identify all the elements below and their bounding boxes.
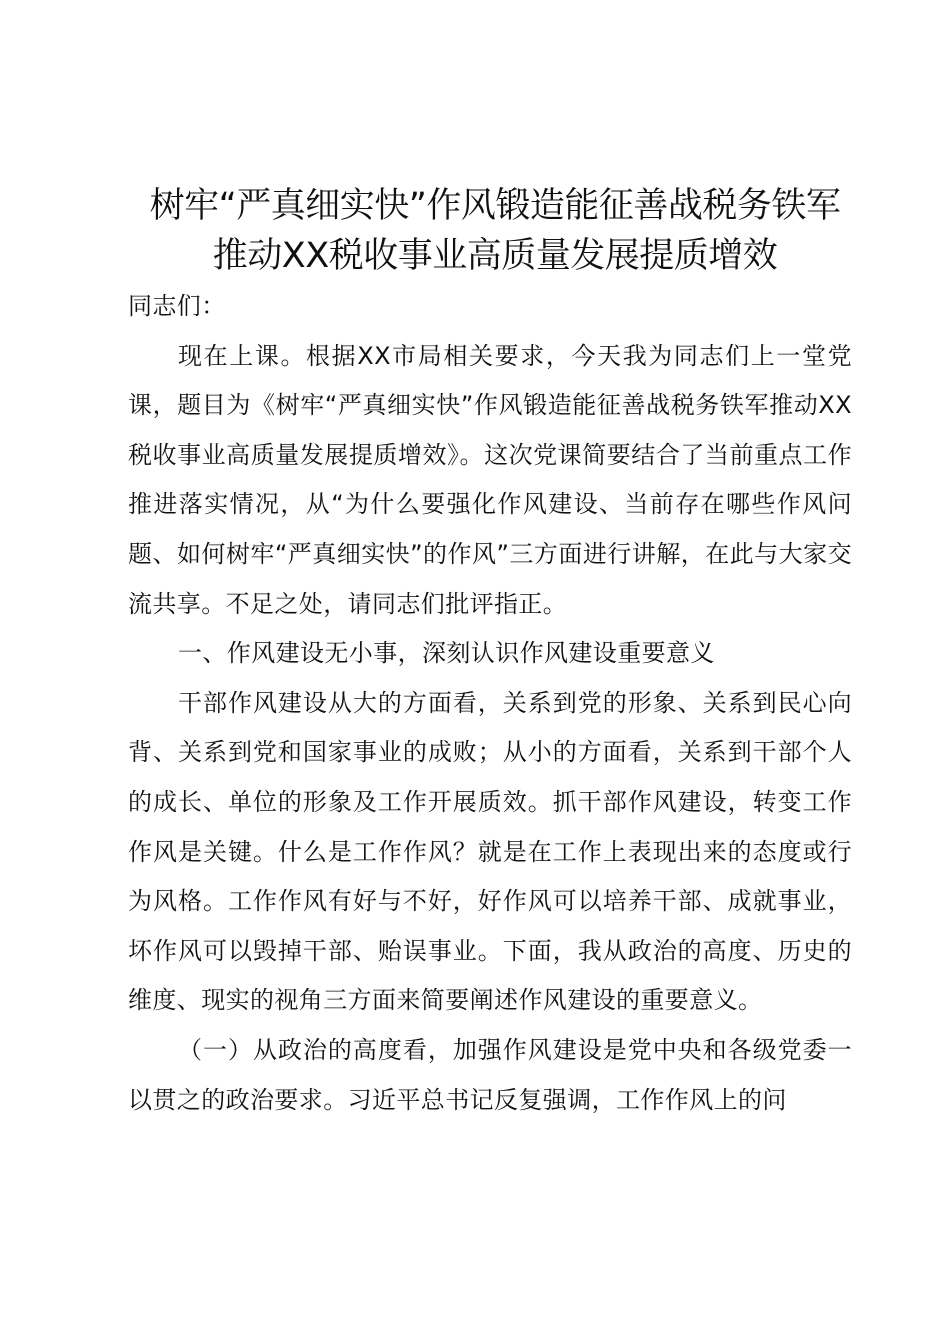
paragraph-significance: 干部作风建设从大的方面看，关系到党的形象、关系到民心向背、关系到党和国家事业的成败；从小的方面看，关系到干部个人的成长、单位的形象及工作开展质效。抓干部作风建设，转变工作作风是关键。什么是工作作风？就是在工作上表现出来的态度或行为风格。工作作风有好与不好，好作风可以培养干部、成就事业，坏作风可以毁掉干部、贻误事业。下面，我从政治的高度、历史的维度、现实的视角三方面来简要阐述作风建设的重要意义。 — [128, 688, 852, 1015]
section-heading-1: 一、作风建设无小事，深刻认识作风建设重要意义 — [178, 639, 715, 668]
document-title-line-1: 树牢“严真细实快”作风锻造能征善战税务铁军 — [149, 186, 841, 226]
document-body — [128, 282, 852, 1125]
paragraph-intro: 现在上课。根据XX市局相关要求，今天我为同志们上一堂党课，题目为《树牢“严真细实快”作风锻造能征善战税务铁军推动XX税收事业高质量发展提质增效》。这次党课简要结合了当前重点工作推进落实情况，从“为什么要强化作风建设、当前存在哪些作风问题、如何树牢“严真细实快”的作风”三方面进行讲解，在此与大家交流共享。不足之处，请同志们批评指正。 — [128, 341, 852, 618]
subsection-heading-1: （一）从政治的高度看，加强作风建设是党中央和各级党委一以贯之的政治要求。习近平总书记反复强调，工作作风上的问 — [128, 1035, 852, 1114]
document-title-line-2: 推动XX税收事业高质量发展提质增效 — [212, 236, 778, 276]
salutation: 同志们： — [128, 292, 226, 320]
